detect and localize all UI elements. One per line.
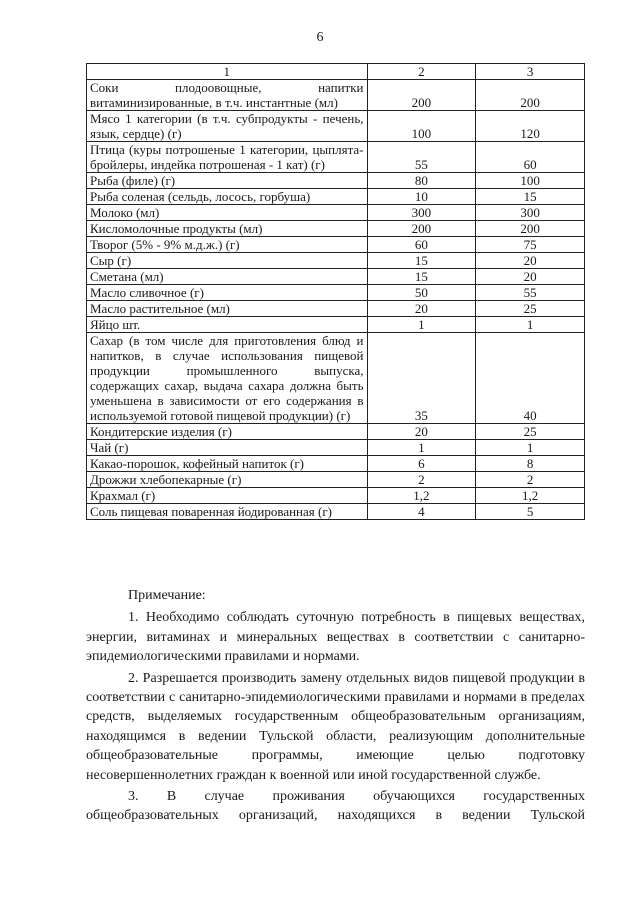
norm-value-cell: 5	[476, 504, 585, 520]
note-item-2: 2. Разрешается производить замену отдельных видов пищевой продукции в соответствии с санитарно-эпидемиологическими правилами и нормами в пределах средств, выделяемых государственным общеобразовательным организациям, находящимся в ведении Тульской области, реализующим дополнительные общеобразовательные программы, имеющие целью подготовку несовершеннолетних граждан к военной или иной государственной службе.	[86, 670, 585, 783]
product-name-cell: Кондитерские изделия (г)	[87, 424, 368, 440]
norm-value-cell: 8	[476, 456, 585, 472]
norm-value-cell: 6	[367, 456, 476, 472]
table-row	[87, 440, 585, 456]
product-name-cell: Мясо 1 категории (в т.ч. субпродукты - печень, язык, сердце) (г)	[87, 111, 368, 142]
table-row	[87, 456, 585, 472]
table-row	[87, 269, 585, 285]
norm-value-cell: 200	[476, 221, 585, 237]
norm-value-cell: 1	[367, 440, 476, 456]
norm-value-cell: 80	[367, 173, 476, 189]
product-name-cell: Рыба соленая (сельдь, лосось, горбуша)	[87, 189, 368, 205]
norm-value-cell: 2	[476, 472, 585, 488]
norm-value-cell: 300	[476, 205, 585, 221]
product-name-cell: Творог (5% - 9% м.д.ж.) (г)	[87, 237, 368, 253]
product-name-cell: Чай (г)	[87, 440, 368, 456]
norm-value-cell: 55	[476, 285, 585, 301]
table-row	[87, 142, 585, 173]
norm-value-cell: 55	[367, 142, 476, 173]
table-header-row	[87, 64, 585, 80]
table-row	[87, 205, 585, 221]
product-name-cell: Масло растительное (мл)	[87, 301, 368, 317]
norm-value-cell: 75	[476, 237, 585, 253]
header-cell: 3	[476, 64, 585, 80]
product-name-cell: Какао-порошок, кофейный напиток (г)	[87, 456, 368, 472]
norm-value-cell: 20	[476, 253, 585, 269]
product-name-cell: Сыр (г)	[87, 253, 368, 269]
product-name-cell: Сметана (мл)	[87, 269, 368, 285]
product-name-cell: Молоко (мл)	[87, 205, 368, 221]
norm-value-cell: 100	[476, 173, 585, 189]
norm-value-cell: 200	[367, 80, 476, 111]
norm-value-cell: 20	[367, 424, 476, 440]
norm-value-cell: 1,2	[476, 488, 585, 504]
norm-value-cell: 20	[476, 269, 585, 285]
product-name-cell: Рыба (филе) (г)	[87, 173, 368, 189]
norm-value-cell: 25	[476, 424, 585, 440]
product-name-cell: Масло сливочное (г)	[87, 285, 368, 301]
table-row	[87, 237, 585, 253]
product-name-cell: Крахмал (г)	[87, 488, 368, 504]
table-row	[87, 221, 585, 237]
norm-value-cell: 300	[367, 205, 476, 221]
table-row	[87, 173, 585, 189]
table-row	[87, 472, 585, 488]
norm-value-cell: 1,2	[367, 488, 476, 504]
norm-value-cell: 1	[476, 317, 585, 333]
norm-value-cell: 2	[367, 472, 476, 488]
table-row	[87, 504, 585, 520]
table-row	[87, 424, 585, 440]
table-row	[87, 301, 585, 317]
norm-value-cell: 120	[476, 111, 585, 142]
norm-value-cell: 4	[367, 504, 476, 520]
norm-value-cell: 20	[367, 301, 476, 317]
note-item-3: 3. В случае проживания обучающихся государственных общеобразовательных организаций, находящихся в ведении Тульской	[86, 789, 585, 824]
norm-value-cell: 10	[367, 189, 476, 205]
table-row	[87, 285, 585, 301]
notes-section	[86, 586, 585, 828]
norm-value-cell: 200	[476, 80, 585, 111]
norm-value-cell: 1	[476, 440, 585, 456]
header-cell: 1	[87, 64, 368, 80]
norm-value-cell: 35	[367, 333, 476, 424]
product-name-cell: Птица (куры потрошеные 1 категории, цыплята-бройлеры, индейка потрошеная - 1 кат) (г)	[87, 142, 368, 173]
table-row	[87, 333, 585, 424]
norm-value-cell: 60	[476, 142, 585, 173]
norm-value-cell: 1	[367, 317, 476, 333]
norm-value-cell: 200	[367, 221, 476, 237]
norm-value-cell: 15	[367, 253, 476, 269]
table-row	[87, 111, 585, 142]
norm-value-cell: 60	[367, 237, 476, 253]
food-norms-table	[86, 63, 585, 520]
table-row	[87, 189, 585, 205]
note-item-1: 1. Необходимо соблюдать суточную потребность в пищевых веществах, энергии, витаминах и минеральных веществах в соответствии с санитарно-эпидемиологическими правилами и нормами.	[86, 610, 585, 665]
norm-value-cell: 40	[476, 333, 585, 424]
header-cell: 2	[367, 64, 476, 80]
product-name-cell: Яйцо шт.	[87, 317, 368, 333]
norm-value-cell: 15	[476, 189, 585, 205]
notes-title: Примечание:	[128, 588, 206, 603]
product-name-cell: Сахар (в том числе для приготовления блюд и напитков, в случае использования пищевой продукции промышленного выпуска, содержащих сахар, выдача сахара должна быть уменьшена в зависимости от его содержания в используемой готовой пищевой продукции) (г)	[87, 333, 368, 424]
product-name-cell: Дрожжи хлебопекарные (г)	[87, 472, 368, 488]
norm-value-cell: 50	[367, 285, 476, 301]
table-row	[87, 80, 585, 111]
page-number: 6	[316, 30, 324, 45]
table-row	[87, 317, 585, 333]
product-name-cell: Соль пищевая поваренная йодированная (г)	[87, 504, 368, 520]
table-row	[87, 488, 585, 504]
table-row	[87, 253, 585, 269]
product-name-cell: Соки плодоовощные, напитки витаминизированные, в т.ч. инстантные (мл)	[87, 80, 368, 111]
norm-value-cell: 25	[476, 301, 585, 317]
norm-value-cell: 15	[367, 269, 476, 285]
product-name-cell: Кисломолочные продукты (мл)	[87, 221, 368, 237]
norm-value-cell: 100	[367, 111, 476, 142]
